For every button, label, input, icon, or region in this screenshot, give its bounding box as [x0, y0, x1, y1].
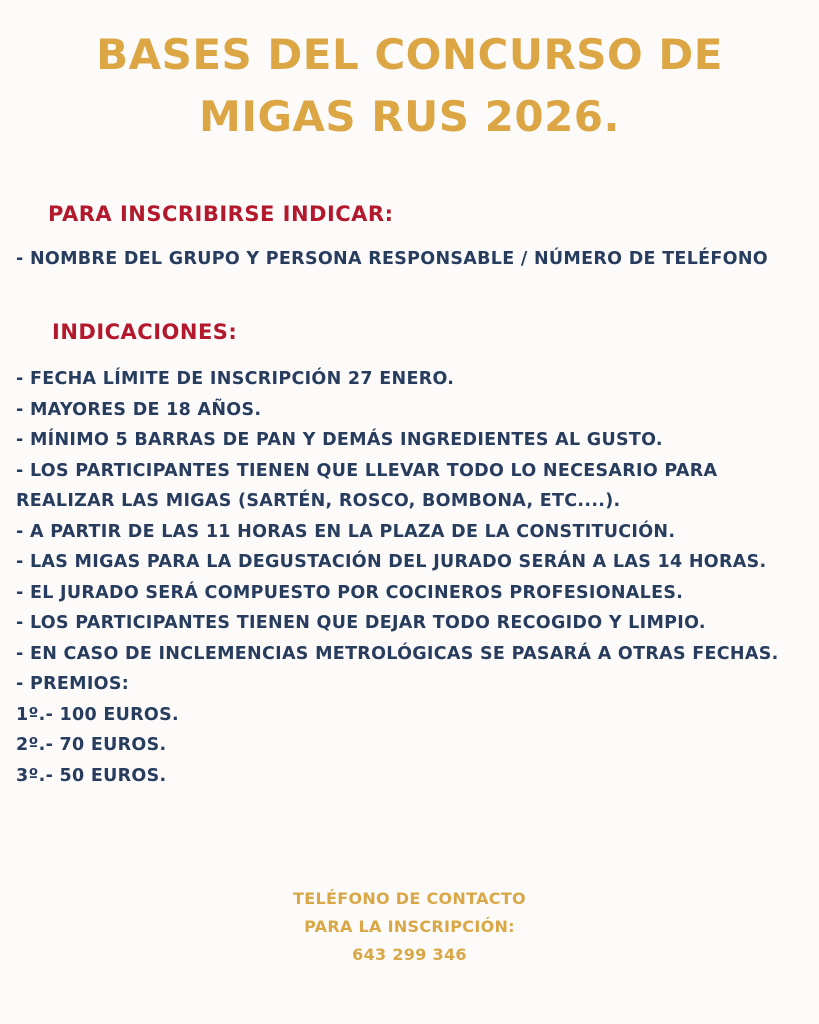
contact-phone: 643 299 346 [352, 945, 467, 964]
poster-title [0, 24, 819, 148]
prize-third: 3º.- 50 EUROS. [16, 765, 167, 786]
list-item: - FECHA LÍMITE DE INSCRIPCIÓN 27 ENERO. [16, 369, 455, 389]
list-item: - EN CASO DE INCLEMENCIAS METROLÓGICAS SE PASARÁ A OTRAS FECHAS. [16, 643, 779, 664]
list-item: - A PARTIR DE LAS 11 HORAS EN LA PLAZA DE LA CONSTITUCIÓN. [16, 521, 676, 542]
indicaciones-list [16, 364, 806, 791]
list-item: - MAYORES DE 18 AÑOS. [16, 399, 262, 420]
list-item: - LOS PARTICIPANTES TIENEN QUE LLEVAR TODO LO NECESARIO PARA REALIZAR LAS MIGAS (SARTÉN, ROSCO, BOMBONA, ETC....). [16, 460, 718, 511]
contact-line-2: PARA LA INSCRIPCIÓN: [304, 917, 515, 936]
indicaciones-heading: INDICACIONES: [52, 320, 238, 344]
prize-second: 2º.- 70 EUROS. [16, 735, 167, 755]
inscribirse-list [16, 244, 806, 275]
prize-first: 1º.- 100 EUROS. [16, 704, 179, 725]
list-item: - LAS MIGAS PARA LA DEGUSTACIÓN DEL JURADO SERÁN A LAS 14 HORAS. [16, 552, 767, 572]
inscribirse-heading: PARA INSCRIBIRSE INDICAR: [48, 202, 394, 226]
list-item: - NOMBRE DEL GRUPO Y PERSONA RESPONSABLE / NÚMERO DE TELÉFONO [16, 249, 768, 269]
contact-line-1: TELÉFONO DE CONTACTO [293, 889, 526, 908]
list-item: - LOS PARTICIPANTES TIENEN QUE DEJAR TODO RECOGIDO Y LIMPIO. [16, 613, 706, 633]
title-line-1: BASES DEL CONCURSO DE [96, 30, 723, 79]
contact-block [0, 885, 819, 969]
title-line-2: MIGAS RUS 2026. [199, 92, 620, 141]
list-item: - EL JURADO SERÁ COMPUESTO POR COCINEROS PROFESIONALES. [16, 582, 684, 603]
premios-label: - PREMIOS: [16, 674, 130, 694]
list-item: - MÍNIMO 5 BARRAS DE PAN Y DEMÁS INGREDIENTES AL GUSTO. [16, 430, 663, 450]
